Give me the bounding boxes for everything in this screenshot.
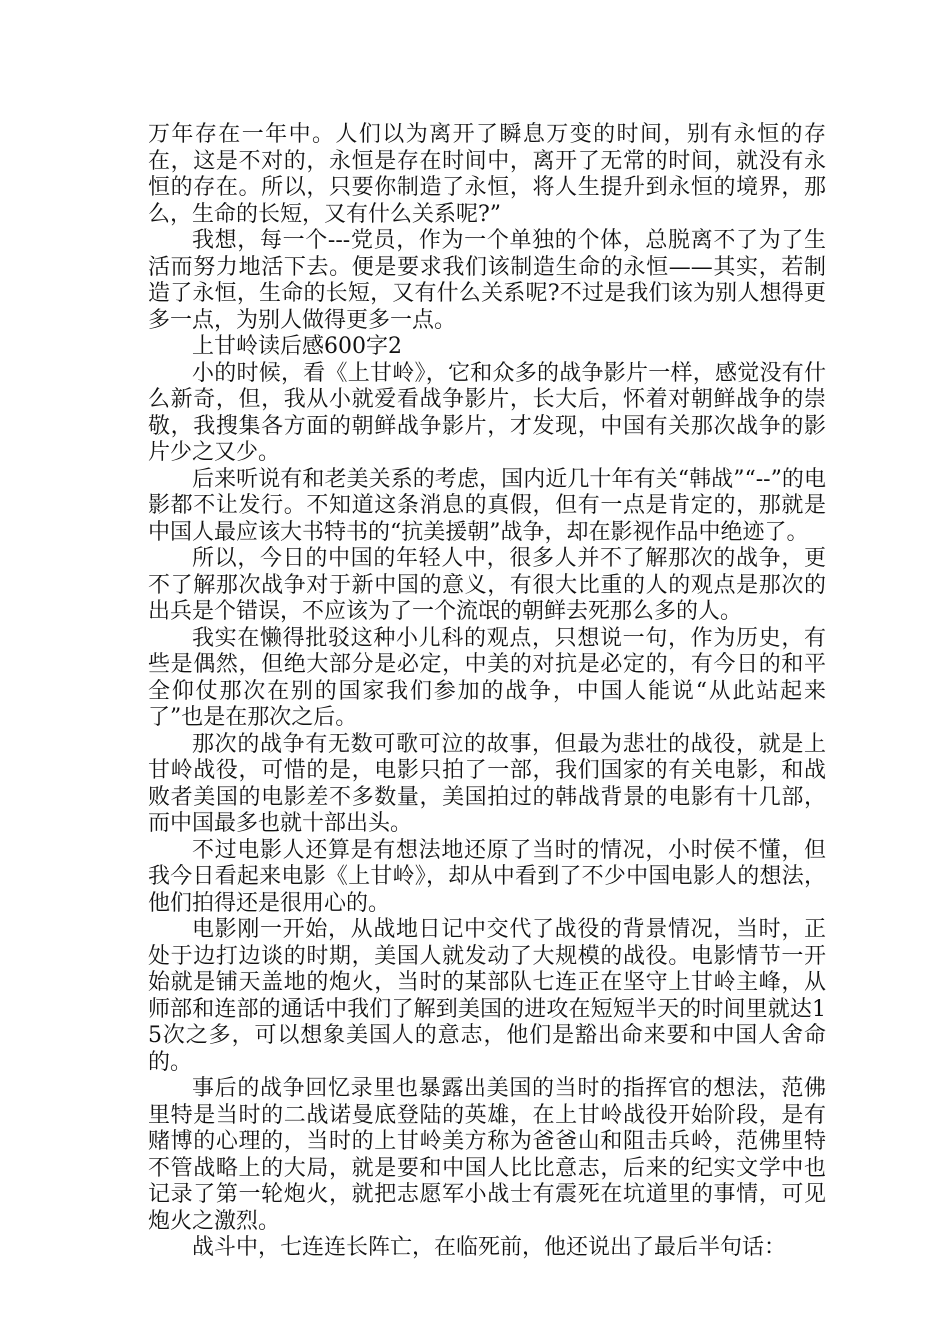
paragraph-6: 我实在懒得批驳这种小儿科的观点，只想说一句，作为历史，有些是偶然，但绝大部分是必定，中美的对抗是必定的，有今日的和平全仰仗那次在别的国家我们参加的战争，中国人能说“从此站起来了”也是在那次之后。 xyxy=(148,625,826,730)
paragraph-1: 万年存在一年中。人们以为离开了瞬息万变的时间，别有永恒的存在，这是不对的，永恒是存在时间中，离开了无常的时间，就没有永恒的存在。所以，只要你制造了永恒，将人生提升到永恒的境界，那么，生命的长短，又有什么关系呢?” xyxy=(148,122,826,227)
paragraph-8: 不过电影人还算是有想法地还原了当时的情况，小时侯不懂，但我今日看起来电影《上甘岭》，却从中看到了不少中国电影人的想法，他们拍得还是很用心的。 xyxy=(148,837,826,916)
paragraph-4: 后来听说有和老美关系的考虑，国内近几十年有关“韩战”“--”的电影都不让发行。不知道这条消息的真假，但有一点是肯定的，那就是中国人最应该大书特书的“抗美援朝”战争，却在影视作品中绝迹了。 xyxy=(148,466,826,545)
document-body xyxy=(148,122,826,1262)
paragraph-5: 所以，今日的中国的年轻人中，很多人并不了解那次的战争，更不了解那次战争对于新中国的意义，有很大比重的人的观点是那次的出兵是个错误，不应该为了一个流氓的朝鲜去死那么多的人。 xyxy=(148,546,826,624)
section-heading: 上甘岭读后感600字2 xyxy=(192,334,402,359)
paragraph-2: 我想，每一个---党员，作为一个单独的个体，总脱离不了为了生活而努力地活下去。便是要求我们该制造生命的永恒——其实，若制造了永恒，生命的长短，又有什么关系呢?不过是我们该为别人想得更多一点，为别人做得更多一点。 xyxy=(148,228,826,333)
paragraph-9: 电影刚一开始，从战地日记中交代了战役的背景情况，当时，正处于边打边谈的时期，美国人就发动了大规模的战役。电影情节一开始就是铺天盖地的炮火，当时的某部队七连正在坚守上甘岭主峰，从师部和连部的通话中我们了解到美国的进攻在短短半天的时间里就达15次之多，可以想象美国人的意志，他们是豁出命来要和中国人舍命的。 xyxy=(148,917,826,1075)
paragraph-3: 小的时候，看《上甘岭》，它和众多的战争影片一样，感觉没有什么新奇，但，我从小就爱看战争影片，长大后，怀着对朝鲜战争的崇敬，我搜集各方面的朝鲜战争影片，才发现，中国有关那次战争的影片少之又少。 xyxy=(148,360,826,465)
paragraph-10: 事后的战争回忆录里也暴露出美国的当时的指挥官的想法，范佛里特是当时的二战诺曼底登陆的英雄，在上甘岭战役开始阶段，是有赌博的心理的，当时的上甘岭美方称为爸爸山和阻击兵岭，范佛里特不管战略上的大局，就是要和中国人比比意志，后来的纪实文学中也记录了第一轮炮火，就把志愿军小战士有震死在坑道里的事情，可见炮火之激烈。 xyxy=(148,1076,826,1234)
paragraph-7: 那次的战争有无数可歌可泣的故事，但最为悲壮的战役，就是上甘岭战役，可惜的是，电影只拍了一部，我们国家的有关电影，和战败者美国的电影差不多数量，美国拍过的韩战背景的电影有十几部，而中国最多也就十部出头。 xyxy=(148,731,826,836)
paragraph-11: 战斗中，七连连长阵亡，在临死前，他还说出了最后半句话： xyxy=(192,1235,787,1260)
